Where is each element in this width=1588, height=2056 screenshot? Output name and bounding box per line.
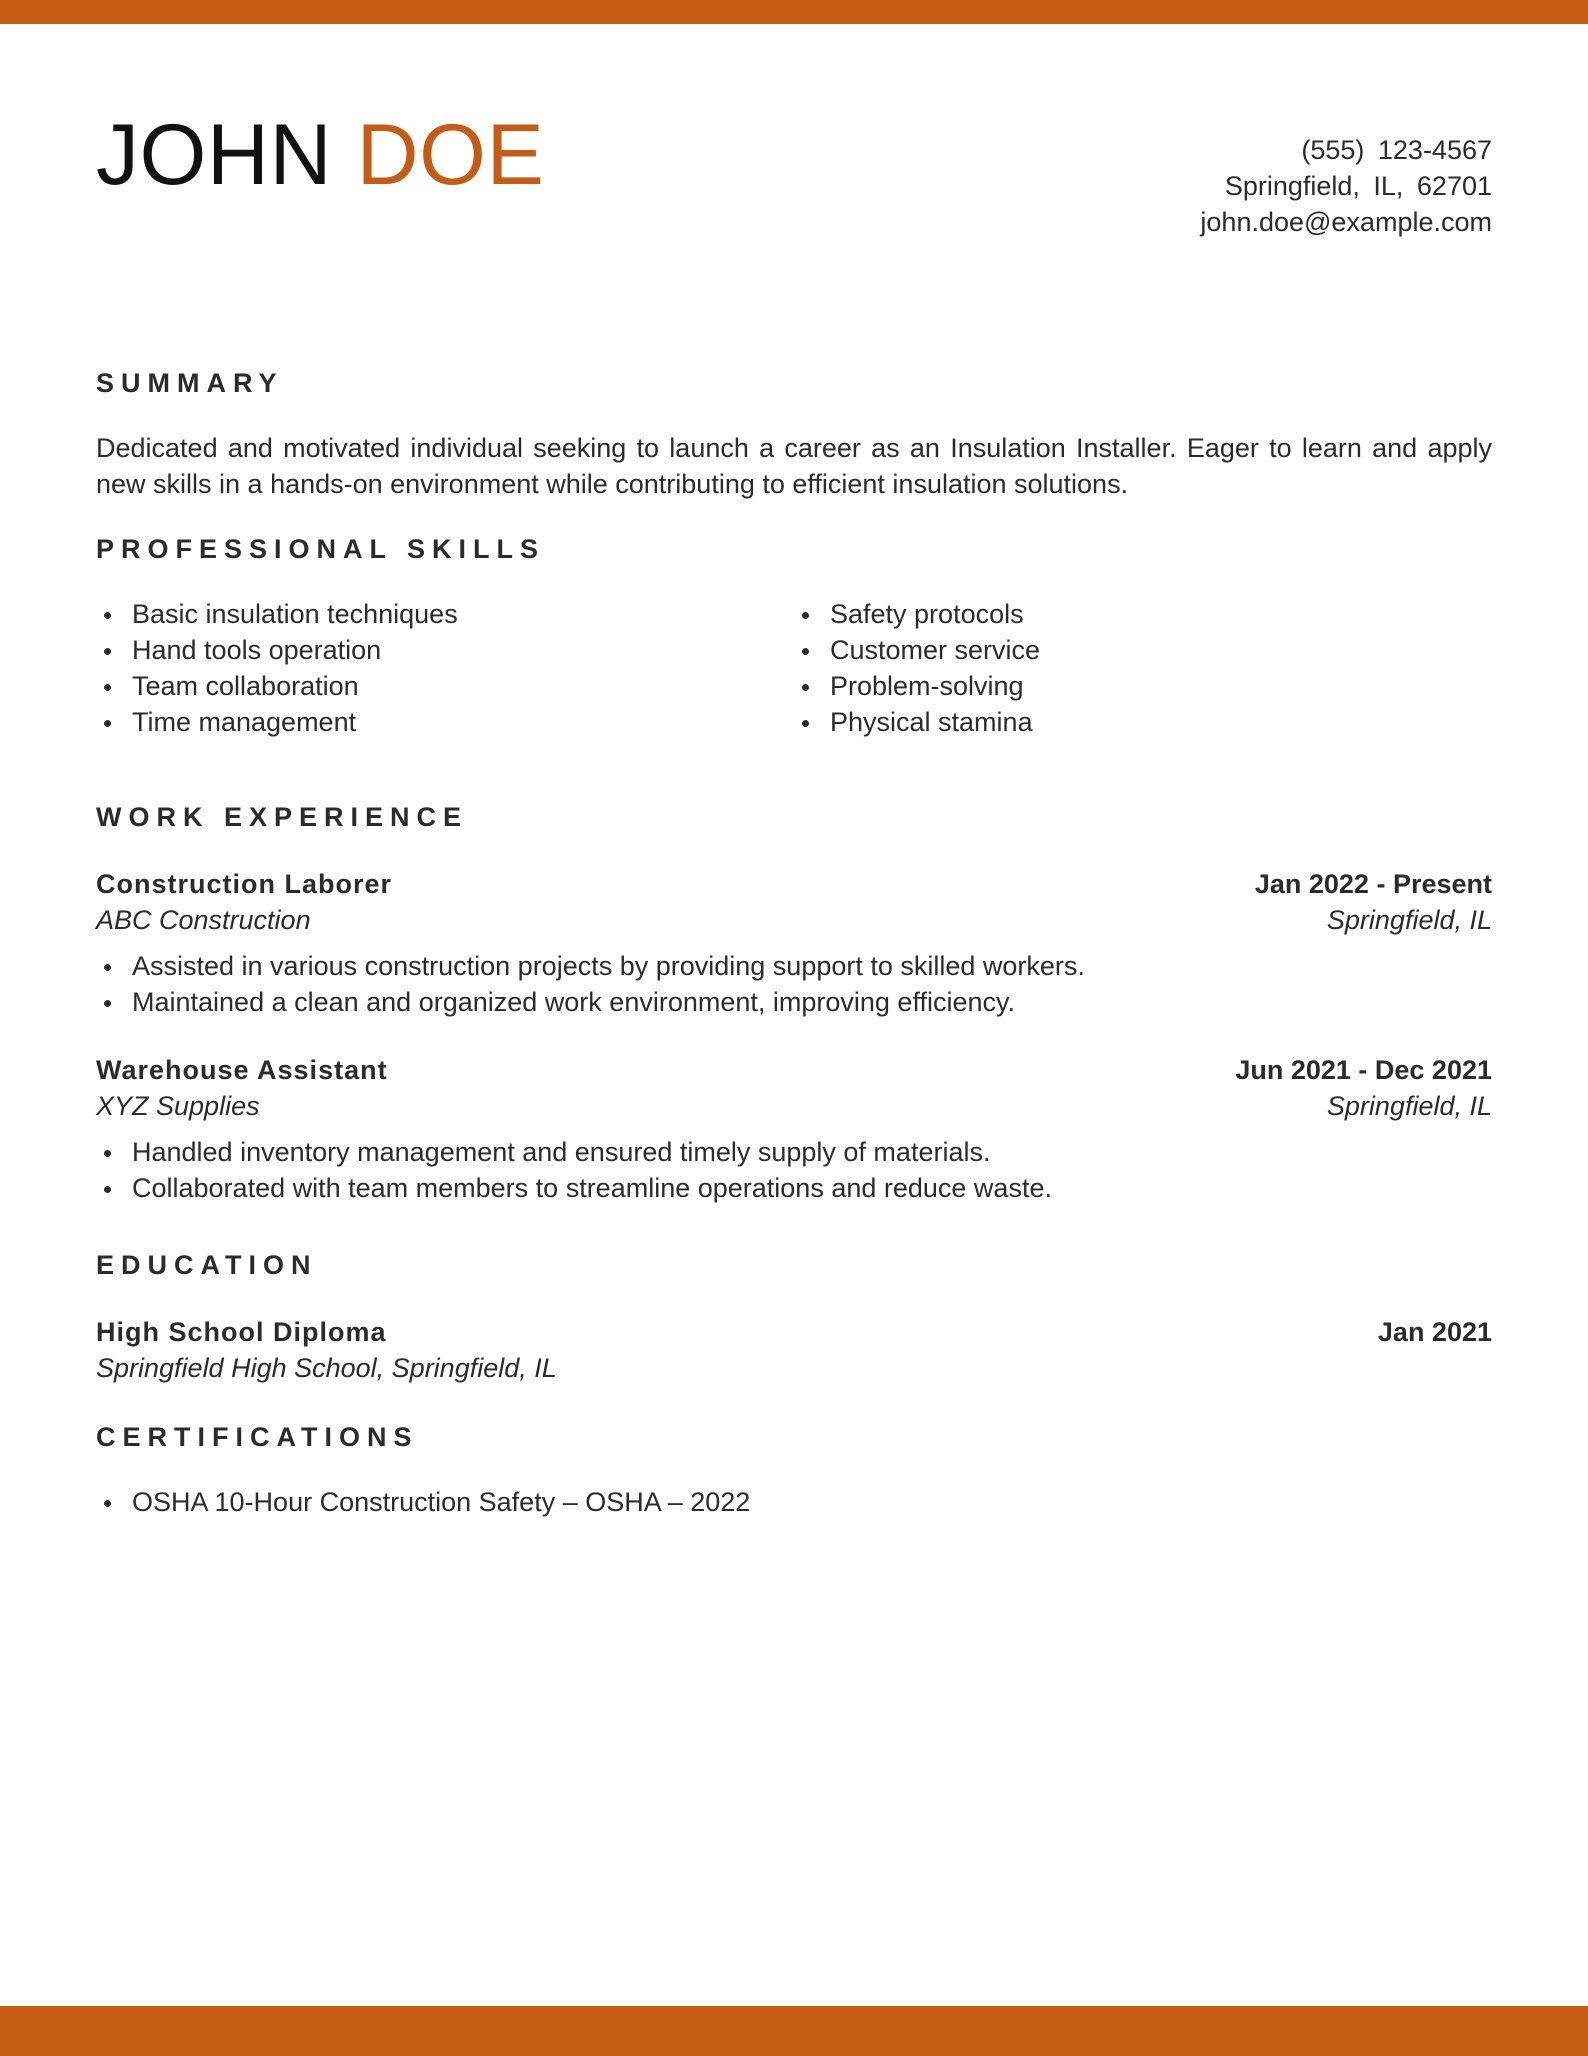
certification-item: OSHA 10-Hour Construction Safety – OSHA – 2022 (96, 1484, 1492, 1520)
contact-email: john.doe@example.com (1200, 207, 1492, 237)
job-title: Construction Laborer (96, 869, 393, 899)
resume-header (96, 24, 1492, 274)
certifications-list (96, 1484, 1492, 1520)
candidate-name (96, 107, 545, 203)
job-bullet: Handled inventory management and ensured timely supply of materials. (96, 1134, 1492, 1170)
skills-column-left (96, 596, 794, 740)
top-accent-bar (0, 0, 1588, 24)
job-bullet: Collaborated with team members to streamline operations and reduce waste. (96, 1170, 1492, 1206)
last-name: DOE (356, 107, 545, 203)
job-dates: Jun 2021 - Dec 2021 (1235, 1055, 1492, 1085)
contact-info (1200, 132, 1492, 240)
job-bullet: Assisted in various construction projects by providing support to skilled workers. (96, 948, 1492, 984)
job-title: Warehouse Assistant (96, 1055, 388, 1085)
job-bullets (96, 948, 1492, 1020)
skill-item: Time management (96, 704, 794, 740)
skills-list (96, 596, 1492, 740)
bottom-accent-bar (0, 2006, 1588, 2056)
contact-address: Springfield, IL, 62701 (1224, 171, 1492, 201)
section-title-skills: PROFESSIONAL SKILLS (96, 534, 546, 564)
section-title-experience: WORK EXPERIENCE (96, 802, 469, 832)
job-bullet: Maintained a clean and organized work environment, improving efficiency. (96, 984, 1492, 1020)
skill-item: Safety protocols (794, 596, 1492, 632)
job-dates: Jan 2022 - Present (1254, 869, 1492, 899)
skill-item: Team collaboration (96, 668, 794, 704)
summary-text: Dedicated and motivated individual seeking to launch a career as an Insulation Installer. Eager to learn and apply new skills in a hands-on environment while contributing to efficient insulation solutions. (96, 433, 1492, 499)
education-entry (96, 1314, 1492, 1386)
job-company: ABC Construction (96, 905, 311, 935)
job-entry (96, 1052, 1492, 1206)
resume-page (96, 24, 1492, 1520)
education-date: Jan 2021 (1377, 1317, 1492, 1347)
job-bullets (96, 1134, 1492, 1206)
section-title-education: EDUCATION (96, 1250, 318, 1280)
job-location: Springfield, IL (1326, 905, 1492, 935)
skill-item: Problem-solving (794, 668, 1492, 704)
skill-item: Physical stamina (794, 704, 1492, 740)
skill-item: Hand tools operation (96, 632, 794, 668)
job-location: Springfield, IL (1326, 1091, 1492, 1121)
section-title-summary: SUMMARY (96, 368, 284, 398)
skill-item: Customer service (794, 632, 1492, 668)
section-title-certifications: CERTIFICATIONS (96, 1422, 419, 1452)
job-entry (96, 866, 1492, 1020)
education-school: Springfield High School, Springfield, IL (96, 1353, 557, 1383)
skills-column-right (794, 596, 1492, 740)
contact-phone: (555) 123-4567 (1301, 135, 1492, 165)
job-company: XYZ Supplies (96, 1091, 260, 1121)
first-name: JOHN (96, 107, 333, 203)
skill-item: Basic insulation techniques (96, 596, 794, 632)
education-degree: High School Diploma (96, 1317, 387, 1347)
